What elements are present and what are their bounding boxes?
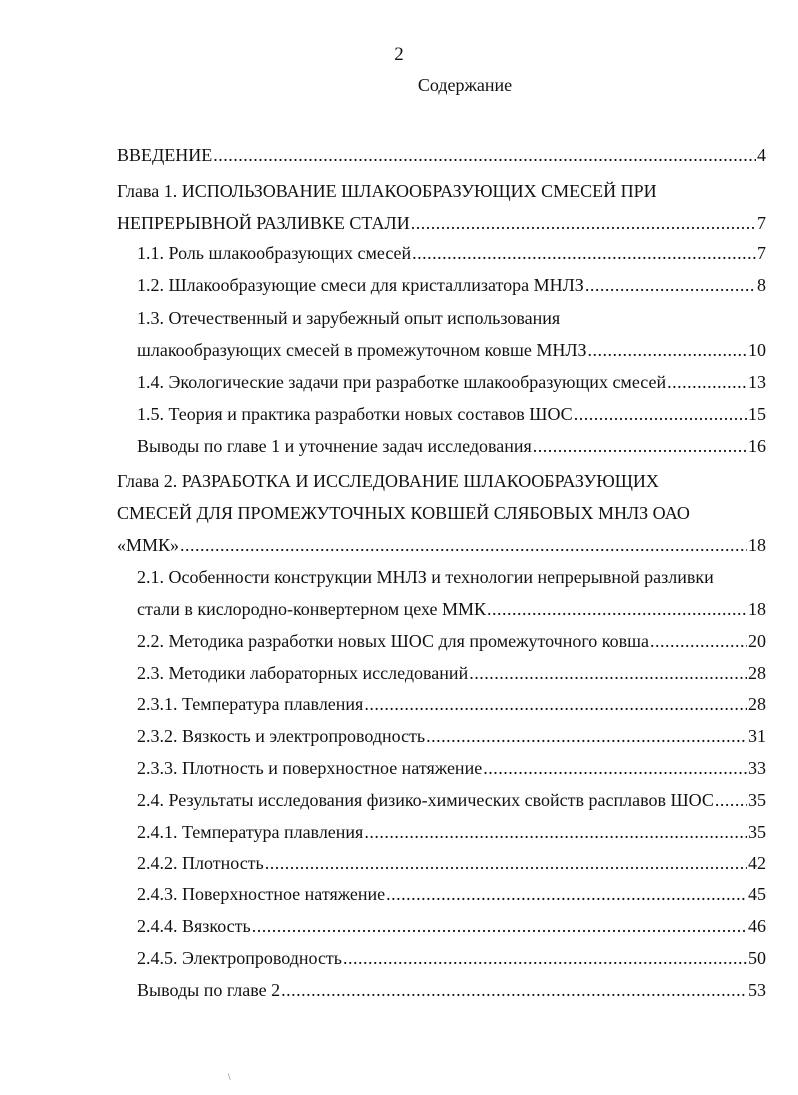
toc-entry-chapter-2[interactable] bbox=[117, 535, 766, 555]
dot-leader bbox=[265, 853, 747, 873]
toc-entry-title: 1.1. Роль шлакообразующих смесей bbox=[137, 243, 412, 263]
dot-leader bbox=[281, 980, 747, 1000]
toc-entry-1-4[interactable] bbox=[137, 372, 766, 392]
toc-entry-page: 7 bbox=[757, 213, 766, 233]
toc-entry-page: 46 bbox=[748, 916, 766, 936]
toc-entry-title: 2.3.1. Температура плавления bbox=[137, 694, 364, 714]
toc-entry-2-1-first-line: 2.1. Особенности конструкции МНЛЗ и технологии непрерывной разливки bbox=[137, 567, 714, 587]
toc-entry-title: Выводы по главе 1 и уточнение задач исследования bbox=[137, 436, 532, 456]
toc-entry-title: НЕПРЕРЫВНОЙ РАЗЛИВКЕ СТАЛИ bbox=[117, 213, 410, 233]
dot-leader bbox=[483, 758, 747, 778]
toc-entry-title: 2.4.3. Поверхностное натяжение bbox=[137, 884, 386, 904]
toc-entry-page: 10 bbox=[748, 340, 766, 360]
dot-leader bbox=[364, 694, 747, 714]
toc-entry-2-1[interactable] bbox=[137, 599, 766, 619]
dot-leader bbox=[667, 372, 747, 392]
toc-entry-page: 18 bbox=[748, 535, 766, 555]
dot-leader bbox=[412, 243, 756, 263]
dot-leader bbox=[411, 213, 756, 233]
toc-entry-2-3-2[interactable] bbox=[137, 726, 766, 746]
toc-entry-2-3-1[interactable] bbox=[137, 694, 766, 714]
toc-entry-title: 1.2. Шлакообразующие смеси для кристаллизатора МНЛЗ bbox=[137, 275, 584, 295]
dot-leader bbox=[469, 663, 747, 683]
toc-entry-page: 53 bbox=[748, 980, 766, 1000]
toc-entry-title: 2.4.2. Плотность bbox=[137, 853, 264, 873]
toc-entry-page: 20 bbox=[748, 631, 766, 651]
dot-leader bbox=[715, 790, 747, 810]
toc-entry-title: 1.4. Экологические задачи при разработке шлакообразующих смесей bbox=[137, 372, 667, 392]
toc-entry-title: «ММК» bbox=[117, 535, 180, 555]
toc-entry-page: 42 bbox=[748, 853, 766, 873]
toc-entry-2-4-1[interactable] bbox=[137, 822, 766, 842]
toc-entry-2-4-2[interactable] bbox=[137, 853, 766, 873]
toc-entry-title: 2.3. Методики лабораторных исследований bbox=[137, 663, 469, 683]
toc-entry-page: 15 bbox=[748, 404, 766, 424]
toc-entry-page: 18 bbox=[748, 599, 766, 619]
dot-leader bbox=[213, 145, 756, 165]
toc-entry-2-4-4[interactable] bbox=[137, 916, 766, 936]
toc-entry-title: 2.2. Методика разработки новых ШОС для промежуточного ковша bbox=[137, 631, 649, 651]
dot-leader bbox=[426, 726, 747, 746]
toc-entry-1-5[interactable] bbox=[137, 404, 766, 424]
toc-entry-2-4[interactable] bbox=[137, 790, 766, 810]
toc-entry-chapter-1[interactable] bbox=[117, 213, 766, 233]
toc-entry-2-3-3[interactable] bbox=[137, 758, 766, 778]
toc-entry-title: 2.4.4. Вязкость bbox=[137, 916, 251, 936]
toc-entry-chapter-1-conclusions[interactable] bbox=[137, 436, 766, 456]
toc-entry-title: 2.4.5. Электропроводность bbox=[137, 948, 343, 968]
dot-leader bbox=[588, 340, 747, 360]
toc-entry-title: шлакообразующих смесей в промежуточном ковше МНЛЗ bbox=[137, 340, 587, 360]
dot-leader bbox=[585, 275, 756, 295]
toc-entry-page: 35 bbox=[748, 822, 766, 842]
toc-entry-chapter-2-conclusions[interactable] bbox=[137, 980, 766, 1000]
toc-entry-page: 28 bbox=[748, 663, 766, 683]
dot-leader bbox=[343, 948, 747, 968]
toc-entry-introduction[interactable] bbox=[117, 145, 766, 165]
toc-entry-1-3[interactable] bbox=[137, 340, 766, 360]
dot-leader bbox=[180, 535, 747, 555]
toc-entry-page: 50 bbox=[748, 948, 766, 968]
dot-leader bbox=[364, 822, 747, 842]
toc-chapter-2-heading-line-2: СМЕСЕЙ ДЛЯ ПРОМЕЖУТОЧНЫХ КОВШЕЙ СЛЯБОВЫХ МНЛЗ ОАО bbox=[117, 503, 690, 523]
toc-entry-page: 13 bbox=[748, 372, 766, 392]
toc-chapter-2-heading-line-1: Глава 2. РАЗРАБОТКА И ИССЛЕДОВАНИЕ ШЛАКООБРАЗУЮЩИХ bbox=[117, 471, 659, 491]
page-number: 2 bbox=[394, 44, 404, 65]
toc-entry-title: 2.3.2. Вязкость и электропроводность bbox=[137, 726, 426, 746]
toc-entry-page: 16 bbox=[748, 436, 766, 456]
page-title: Содержание bbox=[417, 75, 513, 95]
toc-entry-1-1[interactable] bbox=[137, 243, 766, 263]
toc-entry-1-3-first-line: 1.3. Отечественный и зарубежный опыт использования bbox=[137, 308, 561, 328]
scan-mark: \ bbox=[228, 1072, 231, 1082]
dot-leader bbox=[533, 436, 747, 456]
toc-entry-title: 1.5. Теория и практика разработки новых составов ШОС bbox=[137, 404, 573, 424]
toc-entry-page: 31 bbox=[748, 726, 766, 746]
toc-entry-page: 45 bbox=[748, 884, 766, 904]
toc-chapter-1-heading-line: Глава 1. ИСПОЛЬЗОВАНИЕ ШЛАКООБРАЗУЮЩИХ СМЕСЕЙ ПРИ bbox=[117, 181, 657, 201]
dot-leader bbox=[386, 884, 747, 904]
toc-entry-page: 7 bbox=[757, 243, 766, 263]
toc-entry-page: 8 bbox=[757, 275, 766, 295]
dot-leader bbox=[252, 916, 747, 936]
toc-entry-2-3[interactable] bbox=[137, 663, 766, 683]
toc-entry-title: 2.3.3. Плотность и поверхностное натяжение bbox=[137, 758, 483, 778]
dot-leader bbox=[574, 404, 747, 424]
toc-entry-title: 2.4. Результаты исследования физико-химических свойств расплавов ШОС bbox=[137, 790, 714, 810]
toc-entry-2-4-3[interactable] bbox=[137, 884, 766, 904]
toc-entry-page: 33 bbox=[748, 758, 766, 778]
toc-entry-title: Выводы по главе 2 bbox=[137, 980, 281, 1000]
dot-leader bbox=[487, 599, 747, 619]
toc-entry-title: стали в кислородно-конвертерном цехе ММК bbox=[137, 599, 487, 619]
toc-entry-title: 2.4.1. Температура плавления bbox=[137, 822, 364, 842]
toc-entry-1-2[interactable] bbox=[137, 275, 766, 295]
toc-entry-page: 4 bbox=[757, 145, 766, 165]
toc-entry-page: 35 bbox=[748, 790, 766, 810]
toc-entry-page: 28 bbox=[748, 694, 766, 714]
toc-entry-title: ВВЕДЕНИЕ bbox=[117, 145, 213, 165]
toc-entry-2-4-5[interactable] bbox=[137, 948, 766, 968]
toc-entry-2-2[interactable] bbox=[137, 631, 766, 651]
dot-leader bbox=[650, 631, 747, 651]
